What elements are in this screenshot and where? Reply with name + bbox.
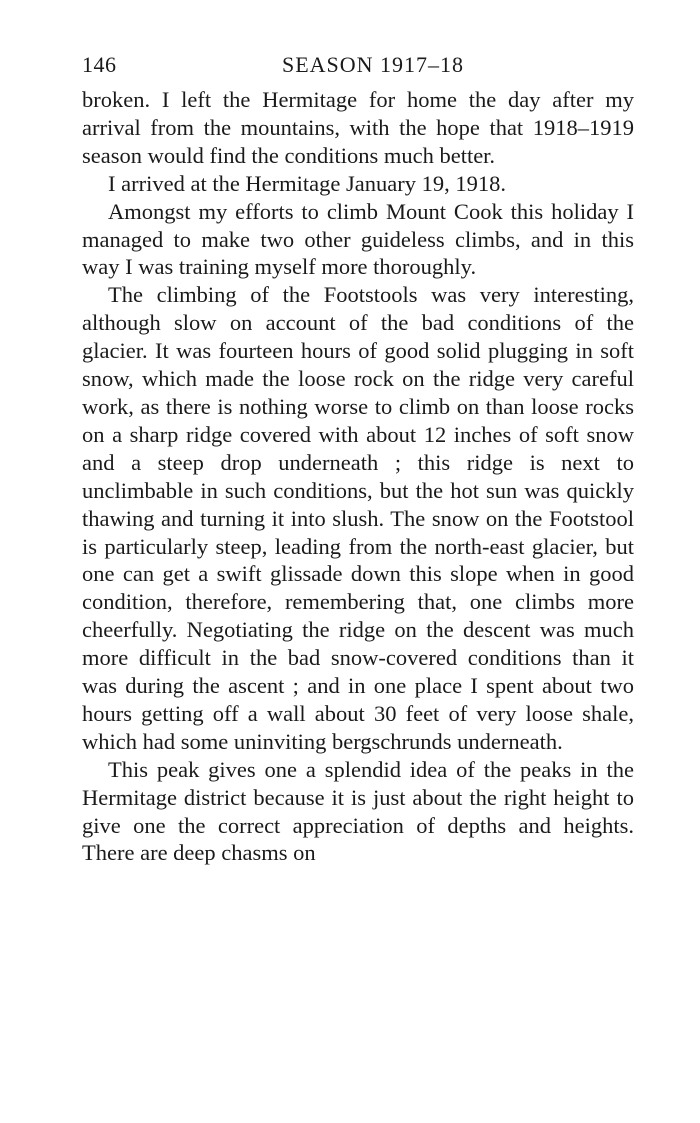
paragraph-arrival: I arrived at the Hermitage January 19, 1918. [108,170,506,196]
body-text [82,86,634,867]
paragraph-continued: broken. I left the Hermitage for home the day after my arrival from the mountains, with the hope that 1918–1919 season would find the conditions much better. [82,87,634,168]
running-head: SEASON 1917–18 [281,52,465,77]
paragraph-footstools: The climbing of the Footstools was very interesting, although slow on account of the bad conditions of the glacier. It was fourteen hours of good solid plugging in soft snow, which made the loose rock on the ridge very careful work, as there is nothing worse to climb on than loose rocks on a sharp ridge covered with about 12 inches of soft snow and a steep drop underneath ; this ridge is next to unclimbable in such conditions, but the hot sun was quickly thawing and turning it into slush. The snow on the Footstool is particularly steep, leading from the north-east glacier, but one can get a swift glissade down this slope when in good condition, therefore, remembering that, one climbs more cheerfully. Negotiating the ridge on the descent was much more difficult in the bad snow-covered conditions than it was during the ascent ; and in one place I spent about two hours getting off a wall about 30 feet of very loose shale, which had some uninviting bergschrunds underneath. [82,282,634,754]
paragraph-guideless-climbs: Amongst my efforts to climb Mount Cook this holiday I managed to make two other guideless climbs, and in this way I was training myself more thoroughly. [82,198,634,280]
page-header [82,52,634,86]
page-number: 146 [82,52,117,77]
book-page [82,52,634,867]
paragraph-peak-description: This peak gives one a splendid idea of the peaks in the Hermitage district because it is just about the right height to give one the correct appreciation of depths and heights. There are deep chasms on [82,756,634,866]
